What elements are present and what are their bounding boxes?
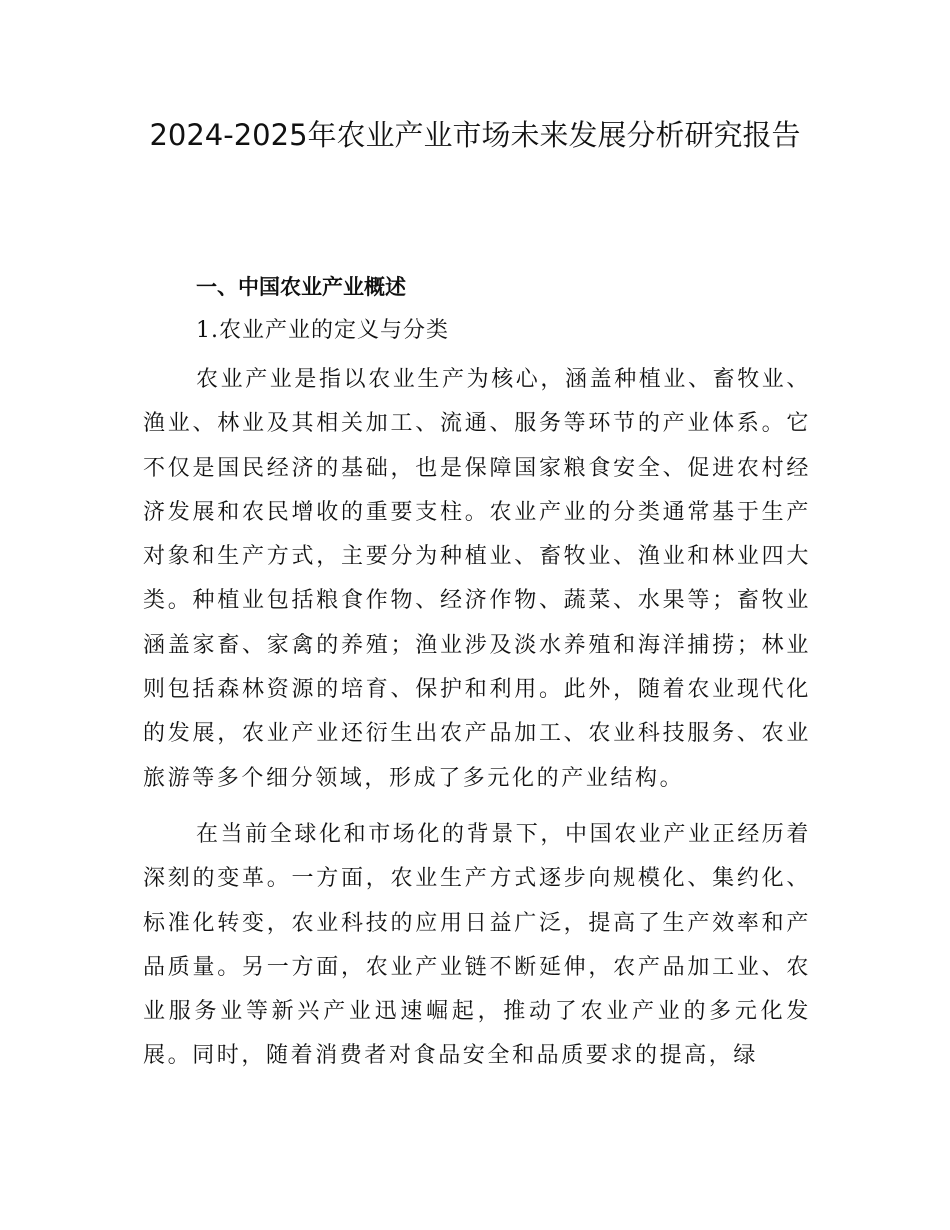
body-paragraph: 农业产业是指以农业生产为核心，涵盖种植业、畜牧业、渔业、林业及其相关加工、流通、服务等环节的产业体系。它不仅是国民经济的基础，也是保障国家粮食安全、促进农村经济发展和农民增收的重要支柱。农业产业的分类通常基于生产对象和生产方式，主要分为种植业、畜牧业、渔业和林业四大类。种植业包括粮食作物、经济作物、蔬菜、水果等；畜牧业涵盖家畜、家禽的养殖；渔业涉及淡水养殖和海洋捕捞；林业则包括森林资源的培育、保护和利用。此外，随着农业现代化的发展，农业产业还衍生出农产品加工、农业科技服务、农业旅游等多个细分领域，形成了多元化的产业结构。	[143, 367, 812, 791]
subsection-heading: 1.农业产业的定义与分类	[196, 318, 449, 343]
document-title: 2024-2025年农业产业市场未来发展分析研究报告	[149, 118, 801, 152]
section-heading: 一、中国农业产业概述	[196, 275, 406, 299]
body-paragraph: 在当前全球化和市场化的背景下，中国农业产业正经历着深刻的变革。一方面，农业生产方式逐步向规模化、集约化、标准化转变，农业科技的应用日益广泛，提高了生产效率和产品质量。另一方面，农业产业链不断延伸，农产品加工业、农业服务业等新兴产业迅速崛起，推动了农业产业的多元化发展。同时，随着消费者对食品安全和品质要求的提高，绿	[143, 822, 812, 1069]
